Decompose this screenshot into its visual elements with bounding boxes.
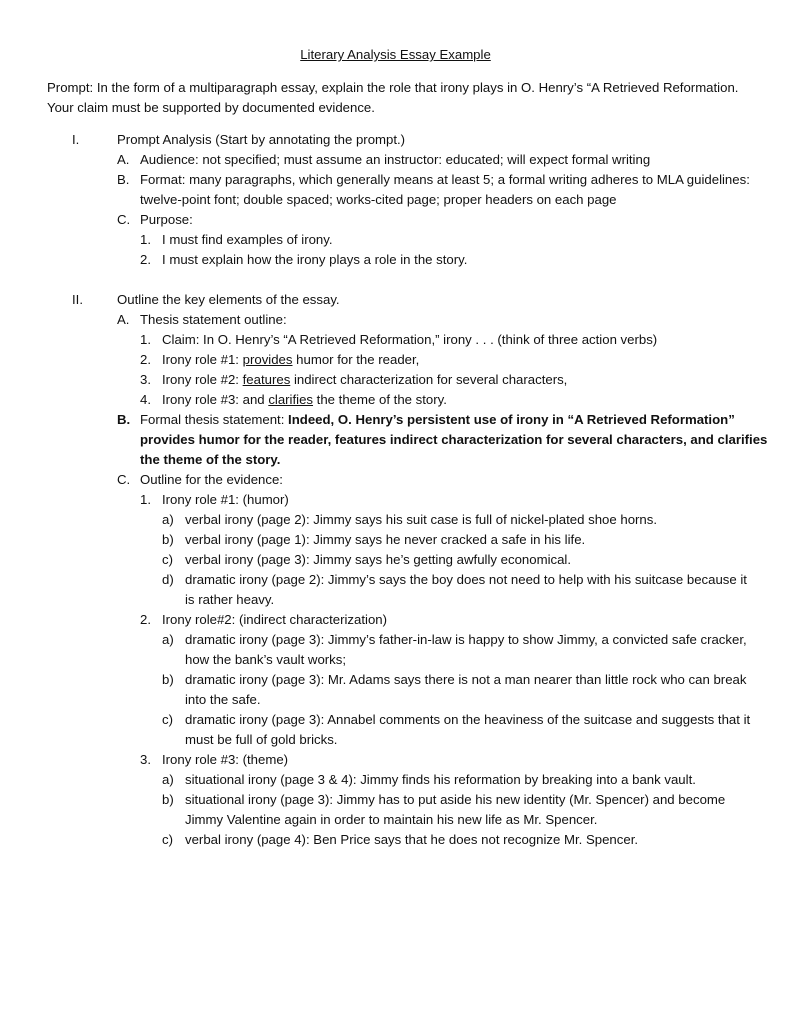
list-item: Thesis statement outline: [140, 312, 287, 327]
evidence-item: verbal irony (page 4): Ben Price says that he does not recognize Mr. Spencer. [185, 832, 639, 847]
evidence-item: must be full of gold bricks. [185, 732, 338, 747]
text: the theme of the story. [313, 392, 447, 407]
prompt-line: Prompt: In the form of a multiparagraph essay, explain the role that irony plays in O. Henry’s “A Retrieved Reformation. [47, 80, 739, 95]
list-item: Irony role#2: (indirect characterization) [162, 612, 388, 627]
evidence-item: dramatic irony (page 3): Annabel comments on the heaviness of the suitcase and suggests that it [185, 712, 751, 727]
text: Irony role #3: and [162, 392, 269, 407]
underlined-verb: provides [242, 352, 293, 367]
text: Irony role #1: [162, 352, 243, 367]
list-label: 4. [140, 392, 151, 407]
evidence-item: verbal irony (page 3): Jimmy says he’s getting awfully economical. [185, 552, 572, 567]
list-item: Irony role #3: (theme) [162, 752, 289, 767]
prompt-line: Your claim must be supported by documented evidence. [47, 100, 375, 115]
list-label: c) [162, 552, 173, 567]
evidence-item: verbal irony (page 2): Jimmy says his suit case is full of nickel-plated shoe horns. [185, 512, 658, 527]
list-label: C. [117, 212, 131, 227]
list-item: Claim: In O. Henry’s “A Retrieved Reformation,” irony . . . (think of three action verbs) [162, 332, 658, 347]
list-label: c) [162, 832, 173, 847]
evidence-item: dramatic irony (page 2): Jimmy’s says the boy does not need to help with his suitcase because it [185, 572, 747, 587]
list-label: 1. [140, 492, 151, 507]
thesis-bold: provides humor for the reader, features indirect characterization for several characters, and clarifies [140, 432, 768, 447]
list-item: I must find examples of irony. [162, 232, 333, 247]
list-item: Purpose: [140, 212, 193, 227]
evidence-item: how the bank’s vault works; [185, 652, 347, 667]
underlined-verb: features [242, 372, 291, 387]
list-label: d) [162, 572, 174, 587]
list-label: B. [117, 172, 130, 187]
list-label: b) [162, 532, 174, 547]
list-label: 3. [140, 372, 151, 387]
text: Irony role #2: [162, 372, 243, 387]
list-label: 2. [140, 352, 151, 367]
list-item: Audience: not specified; must assume an instructor: educated; will expect formal writing [140, 152, 651, 167]
evidence-item: verbal irony (page 1): Jimmy says he never cracked a safe in his life. [185, 532, 586, 547]
list-label: a) [162, 512, 174, 527]
list-item: Outline for the evidence: [140, 472, 283, 487]
list-label: A. [117, 152, 130, 167]
list-label: 1. [140, 232, 151, 247]
list-item [162, 370, 567, 390]
document-title: Literary Analysis Essay Example [300, 47, 491, 62]
section-number: II. [72, 292, 83, 307]
list-label: 1. [140, 332, 151, 347]
list-label: 2. [140, 612, 151, 627]
list-label: b) [162, 672, 174, 687]
section-number: I. [72, 132, 80, 147]
thesis-bold: the theme of the story. [140, 452, 281, 467]
evidence-item: into the safe. [185, 692, 261, 707]
list-item [162, 350, 419, 370]
text: Formal thesis statement: [140, 412, 289, 427]
evidence-item: situational irony (page 3 & 4): Jimmy finds his reformation by breaking into a bank vault. [185, 772, 696, 787]
section-heading: Outline the key elements of the essay. [117, 292, 340, 307]
list-label: a) [162, 772, 174, 787]
list-label: b) [162, 792, 174, 807]
list-label: c) [162, 712, 173, 727]
list-label: B. [117, 412, 131, 427]
list-item: Format: many paragraphs, which generally means at least 5; a formal writing adheres to MLA guidelines: [140, 172, 750, 187]
text: indirect characterization for several characters, [290, 372, 568, 387]
list-item: Irony role #1: (humor) [162, 492, 289, 507]
list-label: C. [117, 472, 131, 487]
evidence-item: dramatic irony (page 3): Mr. Adams says there is not a man nearer than little rock who can break [185, 672, 747, 687]
list-label: 2. [140, 252, 151, 267]
evidence-item: is rather heavy. [185, 592, 275, 607]
list-label: a) [162, 632, 174, 647]
evidence-item: dramatic irony (page 3): Jimmy’s father-in-law is happy to show Jimmy, a convicted safe cracker, [185, 632, 747, 647]
list-label: 3. [140, 752, 151, 767]
list-item: twelve-point font; double spaced; works-cited page; proper headers on each page [140, 192, 617, 207]
text: humor for the reader, [292, 352, 420, 367]
evidence-item: situational irony (page 3): Jimmy has to put aside his new identity (Mr. Spencer) and become [185, 792, 726, 807]
evidence-item: Jimmy Valentine again in order to maintain his new life as Mr. Spencer. [185, 812, 598, 827]
list-item: I must explain how the irony plays a role in the story. [162, 252, 468, 267]
underlined-verb: clarifies [268, 392, 314, 407]
list-item [162, 390, 447, 410]
thesis-statement [140, 410, 735, 430]
list-label: A. [117, 312, 130, 327]
thesis-bold: Indeed, O. Henry’s persistent use of irony in “A Retrieved Reformation” [288, 412, 735, 427]
section-heading: Prompt Analysis (Start by annotating the prompt.) [117, 132, 406, 147]
